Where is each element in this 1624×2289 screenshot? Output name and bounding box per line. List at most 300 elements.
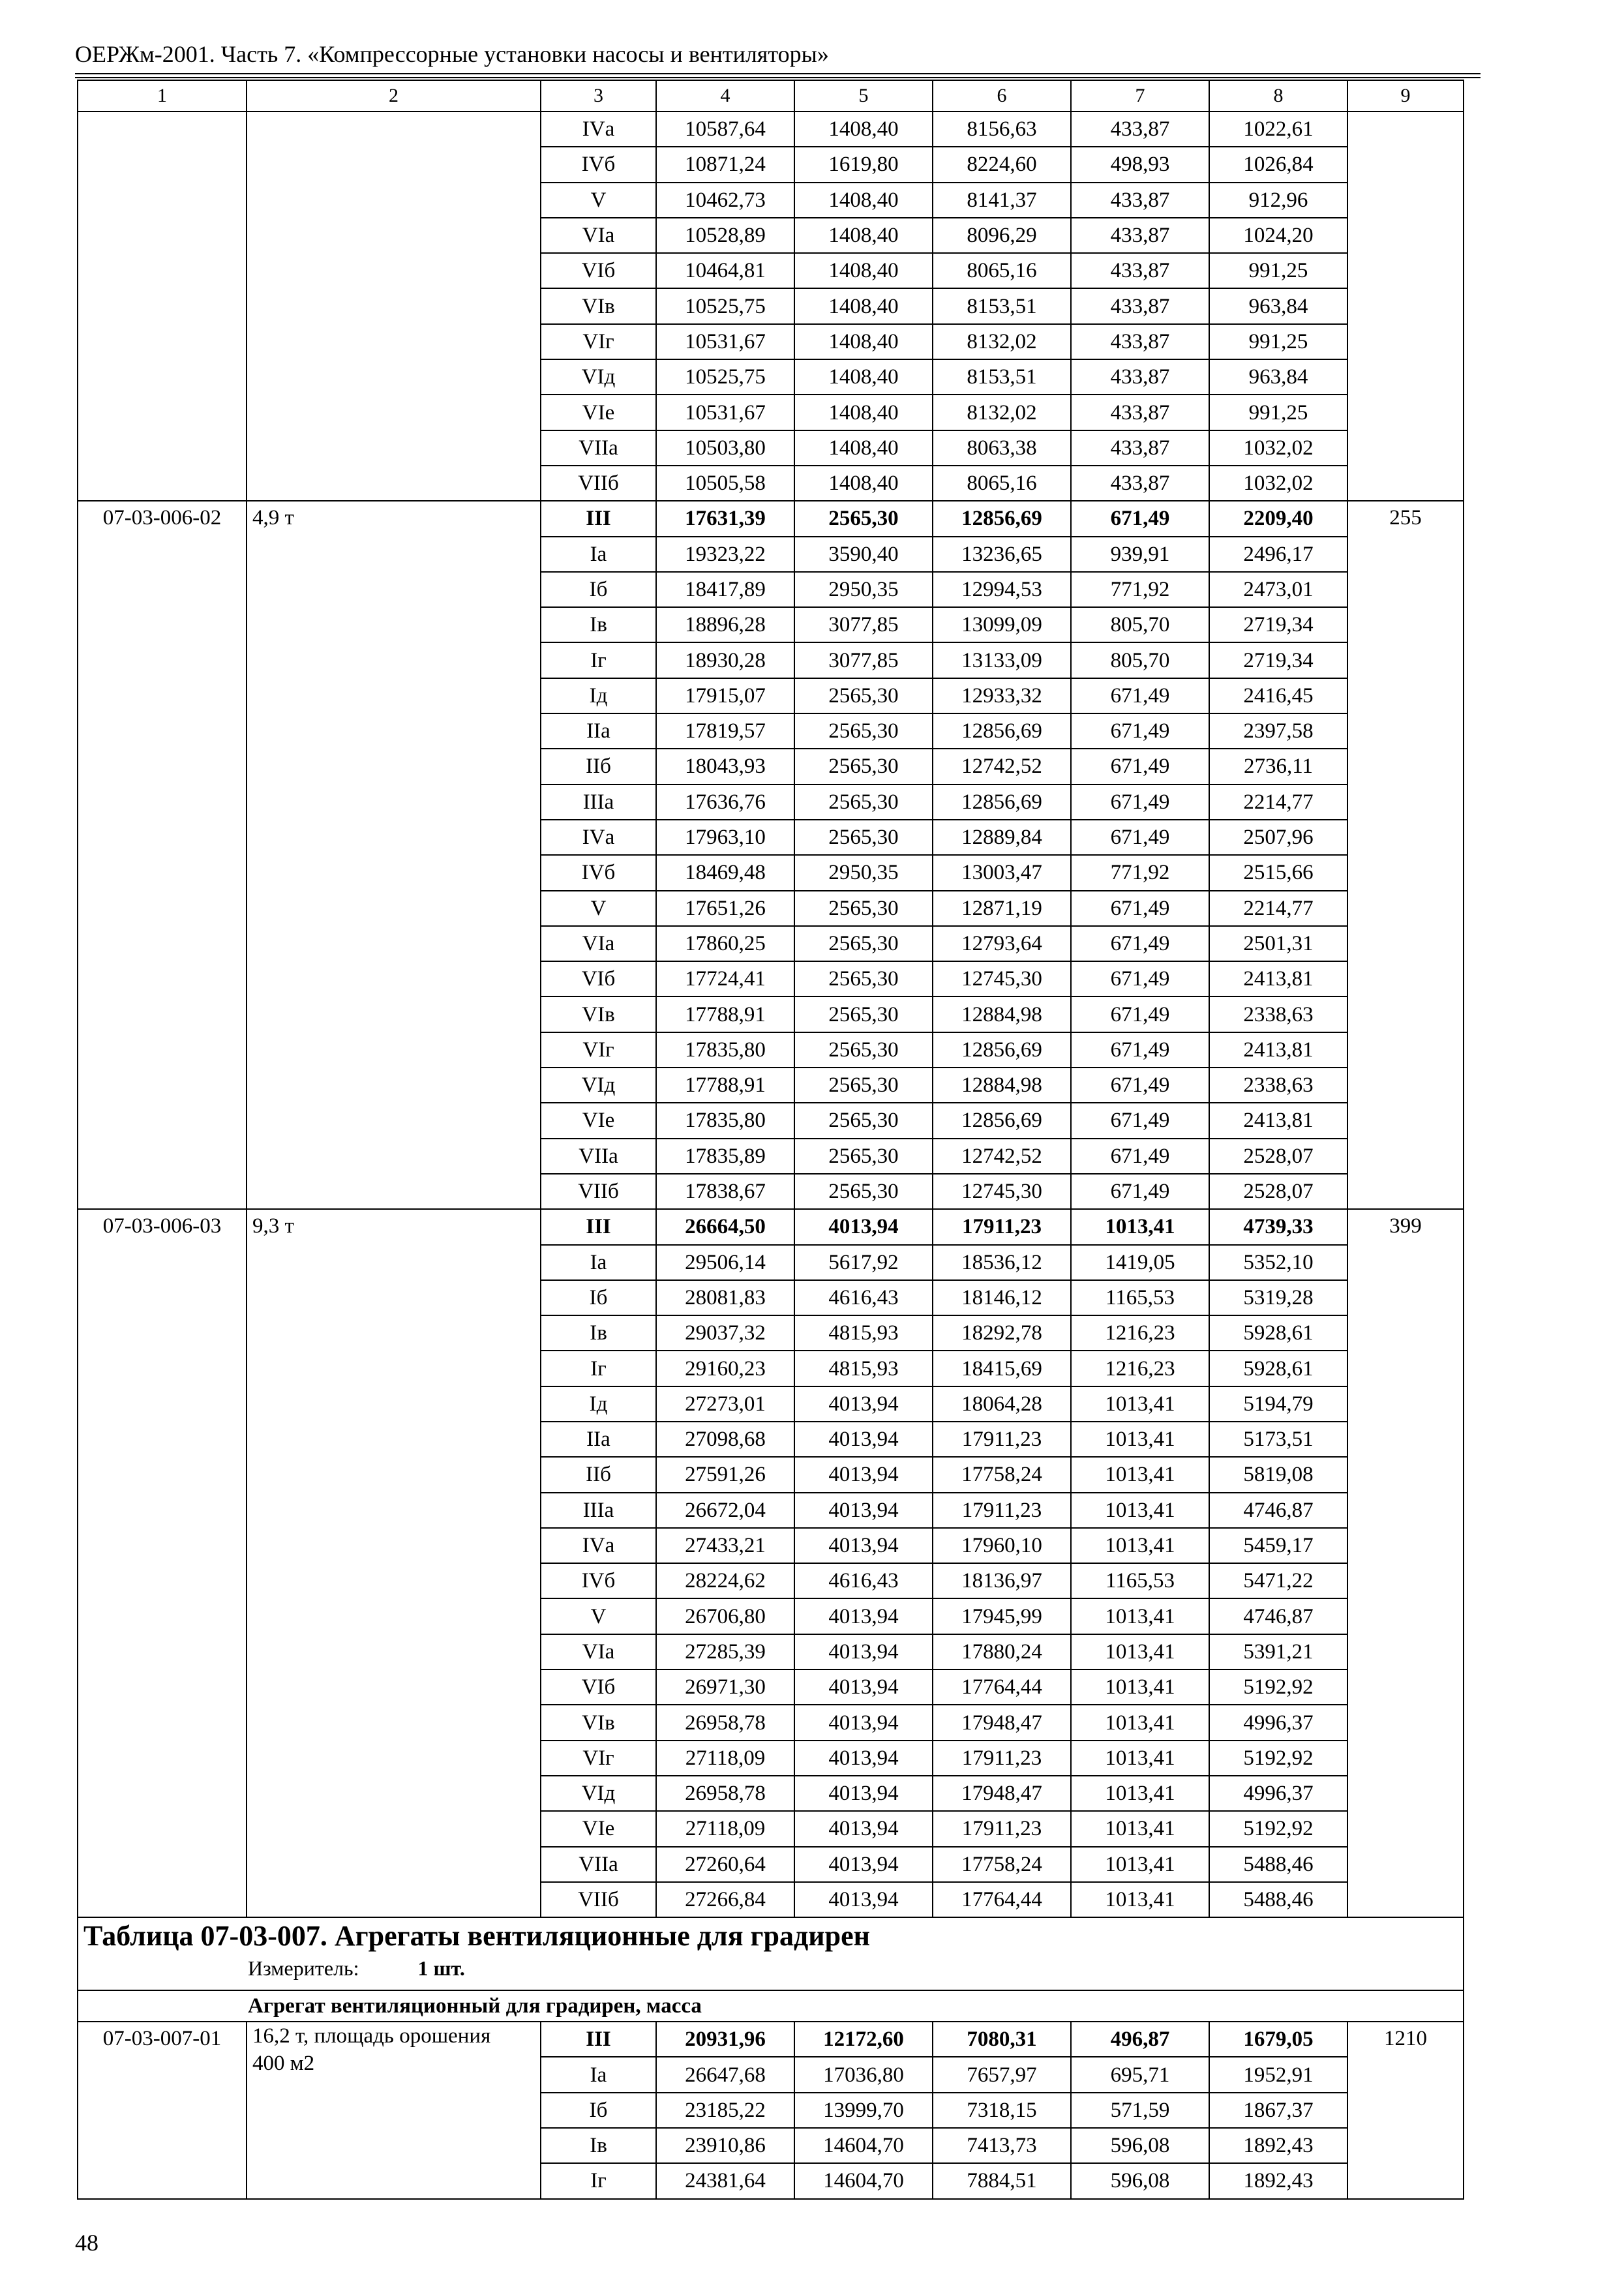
value-cell: 26664,50 bbox=[656, 1209, 794, 1244]
zone-cell: VIб bbox=[541, 961, 656, 996]
value-cell: 1013,41 bbox=[1071, 1669, 1209, 1705]
value-cell: 771,92 bbox=[1071, 572, 1209, 607]
value-cell: 671,49 bbox=[1071, 749, 1209, 784]
value-cell: 8132,02 bbox=[933, 324, 1071, 359]
value-cell: 2565,30 bbox=[794, 996, 933, 1032]
value-cell: 18417,89 bbox=[656, 572, 794, 607]
value-cell: 1013,41 bbox=[1071, 1634, 1209, 1669]
group-title-row bbox=[78, 1990, 1464, 2022]
value-cell: 12856,69 bbox=[933, 501, 1071, 536]
zone-cell: VIе bbox=[541, 395, 656, 430]
value-cell: 1892,43 bbox=[1209, 2128, 1347, 2163]
zone-cell: VIIа bbox=[541, 1139, 656, 1174]
unit-label: Измеритель: bbox=[248, 1956, 359, 1981]
value-cell: 8065,16 bbox=[933, 253, 1071, 288]
value-cell: 12745,30 bbox=[933, 1174, 1071, 1209]
value-cell: 10531,67 bbox=[656, 395, 794, 430]
value-cell: 12856,69 bbox=[933, 1103, 1071, 1138]
value-cell: 4013,94 bbox=[794, 1457, 933, 1492]
zone-cell: Iб bbox=[541, 2093, 656, 2128]
value-cell: 4739,33 bbox=[1209, 1209, 1347, 1244]
value-cell: 8224,60 bbox=[933, 147, 1071, 182]
value-cell: 13133,09 bbox=[933, 642, 1071, 678]
value-cell: 2528,07 bbox=[1209, 1139, 1347, 1174]
zone-cell: Iд bbox=[541, 1386, 656, 1422]
zone-cell: IIIа bbox=[541, 1493, 656, 1528]
header-rule bbox=[75, 77, 1481, 78]
value-cell: 671,49 bbox=[1071, 1139, 1209, 1174]
value-cell: 17819,57 bbox=[656, 713, 794, 749]
value-cell: 496,87 bbox=[1071, 2022, 1209, 2057]
value-cell: 671,49 bbox=[1071, 713, 1209, 749]
zone-cell: IIб bbox=[541, 1457, 656, 1492]
value-cell: 7413,73 bbox=[933, 2128, 1071, 2163]
value-cell: 5617,92 bbox=[794, 1245, 933, 1280]
value-cell: 2501,31 bbox=[1209, 926, 1347, 961]
column-number: 6 bbox=[933, 80, 1071, 112]
value-cell: 1216,23 bbox=[1071, 1351, 1209, 1386]
value-cell: 2565,30 bbox=[794, 1032, 933, 1068]
value-cell: 8153,51 bbox=[933, 288, 1071, 323]
value-cell: 27266,84 bbox=[656, 1882, 794, 1917]
zone-cell: III bbox=[541, 1209, 656, 1244]
zone-cell: Iд bbox=[541, 678, 656, 713]
value-cell: 4013,94 bbox=[794, 1705, 933, 1740]
value-cell: 671,49 bbox=[1071, 1068, 1209, 1103]
value-cell: 2507,96 bbox=[1209, 820, 1347, 855]
value-cell: 2950,35 bbox=[794, 572, 933, 607]
value-cell: 5192,92 bbox=[1209, 1669, 1347, 1705]
zone-cell: VIг bbox=[541, 1741, 656, 1776]
value-cell: 671,49 bbox=[1071, 501, 1209, 536]
value-cell: 7318,15 bbox=[933, 2093, 1071, 2128]
value-cell: 671,49 bbox=[1071, 1103, 1209, 1138]
value-cell: 4013,94 bbox=[794, 1598, 933, 1634]
value-cell: 7884,51 bbox=[933, 2163, 1071, 2198]
value-cell: 1892,43 bbox=[1209, 2163, 1347, 2198]
rate-code bbox=[78, 112, 247, 501]
value-cell: 433,87 bbox=[1071, 112, 1209, 147]
value-cell: 1013,41 bbox=[1071, 1598, 1209, 1634]
value-cell: 4013,94 bbox=[794, 1493, 933, 1528]
value-cell: 1679,05 bbox=[1209, 2022, 1347, 2057]
value-cell: 18043,93 bbox=[656, 749, 794, 784]
value-cell: 3590,40 bbox=[794, 537, 933, 572]
rate-name: 16,2 т, площадь орошения 400 м2 bbox=[247, 2022, 541, 2198]
value-cell: 5173,51 bbox=[1209, 1422, 1347, 1457]
value-cell: 2565,30 bbox=[794, 926, 933, 961]
value-cell: 1408,40 bbox=[794, 359, 933, 395]
value-cell: 2565,30 bbox=[794, 891, 933, 926]
zone-cell: IIб bbox=[541, 749, 656, 784]
zone-cell: IIа bbox=[541, 1422, 656, 1457]
value-cell: 29160,23 bbox=[656, 1351, 794, 1386]
value-cell: 596,08 bbox=[1071, 2163, 1209, 2198]
value-cell: 23185,22 bbox=[656, 2093, 794, 2128]
value-cell: 4013,94 bbox=[794, 1386, 933, 1422]
value-cell: 2496,17 bbox=[1209, 537, 1347, 572]
zone-cell: IIа bbox=[541, 713, 656, 749]
value-cell: 2338,63 bbox=[1209, 996, 1347, 1032]
value-cell: 991,25 bbox=[1209, 324, 1347, 359]
value-cell: 12742,52 bbox=[933, 1139, 1071, 1174]
value-cell: 2413,81 bbox=[1209, 961, 1347, 996]
value-cell: 1026,84 bbox=[1209, 147, 1347, 182]
value-cell: 17911,23 bbox=[933, 1422, 1071, 1457]
value-cell: 18415,69 bbox=[933, 1351, 1071, 1386]
value-cell: 2565,30 bbox=[794, 501, 933, 536]
value-cell: 1408,40 bbox=[794, 218, 933, 253]
value-cell: 2565,30 bbox=[794, 785, 933, 820]
value-cell: 12884,98 bbox=[933, 1068, 1071, 1103]
value-cell: 12856,69 bbox=[933, 785, 1071, 820]
value-cell: 1408,40 bbox=[794, 324, 933, 359]
value-cell: 17948,47 bbox=[933, 1705, 1071, 1740]
value-cell: 2473,01 bbox=[1209, 572, 1347, 607]
value-cell: 5352,10 bbox=[1209, 1245, 1347, 1280]
value-cell: 1013,41 bbox=[1071, 1882, 1209, 1917]
value-cell: 17764,44 bbox=[933, 1669, 1071, 1705]
value-cell: 27260,64 bbox=[656, 1847, 794, 1882]
rate-name: 9,3 т bbox=[247, 1209, 541, 1917]
value-cell: 27591,26 bbox=[656, 1457, 794, 1492]
value-cell: 17860,25 bbox=[656, 926, 794, 961]
zone-cell: Iв bbox=[541, 1315, 656, 1351]
group-title: Агрегат вентиляционный для градирен, масса bbox=[248, 1994, 702, 2018]
zone-cell: Iв bbox=[541, 2128, 656, 2163]
value-cell: 5192,92 bbox=[1209, 1741, 1347, 1776]
zone-cell: VIа bbox=[541, 218, 656, 253]
value-cell: 4013,94 bbox=[794, 1209, 933, 1244]
rate-code: 07-03-006-03 bbox=[78, 1209, 247, 1917]
column-number: 9 bbox=[1347, 80, 1464, 112]
zone-cell: Iв bbox=[541, 607, 656, 642]
value-cell: 27273,01 bbox=[656, 1386, 794, 1422]
value-cell: 18469,48 bbox=[656, 855, 794, 890]
value-cell: 1408,40 bbox=[794, 183, 933, 218]
zone-cell: III bbox=[541, 501, 656, 536]
value-cell: 433,87 bbox=[1071, 183, 1209, 218]
value-cell: 17915,07 bbox=[656, 678, 794, 713]
value-cell: 433,87 bbox=[1071, 253, 1209, 288]
value-cell: 1013,41 bbox=[1071, 1528, 1209, 1563]
zone-cell: IVб bbox=[541, 1563, 656, 1598]
value-cell: 1013,41 bbox=[1071, 1847, 1209, 1882]
value-cell: 17911,23 bbox=[933, 1811, 1071, 1846]
value-cell: 2736,11 bbox=[1209, 749, 1347, 784]
value-cell: 1032,02 bbox=[1209, 430, 1347, 466]
value-cell: 1216,23 bbox=[1071, 1315, 1209, 1351]
value-cell: 2565,30 bbox=[794, 1174, 933, 1209]
value-cell: 4746,87 bbox=[1209, 1598, 1347, 1634]
value-cell: 18896,28 bbox=[656, 607, 794, 642]
zone-cell: V bbox=[541, 891, 656, 926]
zone-cell: VIв bbox=[541, 1705, 656, 1740]
zone-cell: Iб bbox=[541, 1280, 656, 1315]
extra-value bbox=[1347, 112, 1464, 501]
value-cell: 12856,69 bbox=[933, 1032, 1071, 1068]
column-number: 2 bbox=[247, 80, 541, 112]
value-cell: 671,49 bbox=[1071, 961, 1209, 996]
table-row bbox=[78, 1209, 1464, 1244]
column-number: 1 bbox=[78, 80, 247, 112]
column-number: 8 bbox=[1209, 80, 1347, 112]
value-cell: 671,49 bbox=[1071, 926, 1209, 961]
value-cell: 1408,40 bbox=[794, 253, 933, 288]
table-row bbox=[78, 112, 1464, 147]
value-cell: 8096,29 bbox=[933, 218, 1071, 253]
value-cell: 2565,30 bbox=[794, 820, 933, 855]
value-cell: 4616,43 bbox=[794, 1280, 933, 1315]
value-cell: 1024,20 bbox=[1209, 218, 1347, 253]
value-cell: 963,84 bbox=[1209, 288, 1347, 323]
value-cell: 805,70 bbox=[1071, 642, 1209, 678]
value-cell: 1013,41 bbox=[1071, 1386, 1209, 1422]
value-cell: 10871,24 bbox=[656, 147, 794, 182]
value-cell: 17880,24 bbox=[933, 1634, 1071, 1669]
value-cell: 17945,99 bbox=[933, 1598, 1071, 1634]
value-cell: 2338,63 bbox=[1209, 1068, 1347, 1103]
zone-cell: IVа bbox=[541, 1528, 656, 1563]
value-cell: 10528,89 bbox=[656, 218, 794, 253]
zone-cell: VIд bbox=[541, 359, 656, 395]
value-cell: 12745,30 bbox=[933, 961, 1071, 996]
value-cell: 4013,94 bbox=[794, 1528, 933, 1563]
value-cell: 2413,81 bbox=[1209, 1032, 1347, 1068]
page-header: ОЕРЖм-2001. Часть 7. «Компрессорные установки насосы и вентиляторы» bbox=[75, 41, 829, 67]
value-cell: 571,59 bbox=[1071, 2093, 1209, 2128]
value-cell: 671,49 bbox=[1071, 891, 1209, 926]
zone-cell: VIа bbox=[541, 1634, 656, 1669]
value-cell: 2565,30 bbox=[794, 961, 933, 996]
zone-cell: VIа bbox=[541, 926, 656, 961]
value-cell: 5928,61 bbox=[1209, 1351, 1347, 1386]
value-cell: 29506,14 bbox=[656, 1245, 794, 1280]
value-cell: 10505,58 bbox=[656, 466, 794, 501]
value-cell: 1408,40 bbox=[794, 395, 933, 430]
value-cell: 1408,40 bbox=[794, 430, 933, 466]
page-number: 48 bbox=[75, 2230, 98, 2256]
value-cell: 12856,69 bbox=[933, 713, 1071, 749]
value-cell: 671,49 bbox=[1071, 1032, 1209, 1068]
value-cell: 27285,39 bbox=[656, 1634, 794, 1669]
value-cell: 1867,37 bbox=[1209, 2093, 1347, 2128]
value-cell: 2565,30 bbox=[794, 749, 933, 784]
column-number-row bbox=[78, 80, 1464, 112]
value-cell: 8141,37 bbox=[933, 183, 1071, 218]
value-cell: 963,84 bbox=[1209, 359, 1347, 395]
value-cell: 1032,02 bbox=[1209, 466, 1347, 501]
value-cell: 4013,94 bbox=[794, 1811, 933, 1846]
value-cell: 13003,47 bbox=[933, 855, 1071, 890]
value-cell: 10587,64 bbox=[656, 112, 794, 147]
value-cell: 671,49 bbox=[1071, 820, 1209, 855]
value-cell: 28081,83 bbox=[656, 1280, 794, 1315]
value-cell: 1013,41 bbox=[1071, 1457, 1209, 1492]
value-cell: 1013,41 bbox=[1071, 1209, 1209, 1244]
value-cell: 17911,23 bbox=[933, 1209, 1071, 1244]
value-cell: 433,87 bbox=[1071, 466, 1209, 501]
value-cell: 12933,32 bbox=[933, 678, 1071, 713]
value-cell: 5391,21 bbox=[1209, 1634, 1347, 1669]
column-number: 7 bbox=[1071, 80, 1209, 112]
value-cell: 1013,41 bbox=[1071, 1776, 1209, 1811]
value-cell: 24381,64 bbox=[656, 2163, 794, 2198]
value-cell: 433,87 bbox=[1071, 359, 1209, 395]
zone-cell: Iа bbox=[541, 2057, 656, 2092]
value-cell: 5928,61 bbox=[1209, 1315, 1347, 1351]
rate-code: 07-03-007-01 bbox=[78, 2022, 247, 2198]
value-cell: 1952,91 bbox=[1209, 2057, 1347, 2092]
unit-row bbox=[78, 1952, 1463, 1984]
zone-cell: Iг bbox=[541, 2163, 656, 2198]
rate-code: 07-03-006-02 bbox=[78, 501, 247, 1209]
table-row bbox=[78, 2022, 1464, 2057]
table-title-row bbox=[78, 1917, 1464, 1990]
value-cell: 12172,60 bbox=[794, 2022, 933, 2057]
zone-cell: VIIб bbox=[541, 466, 656, 501]
value-cell: 7657,97 bbox=[933, 2057, 1071, 2092]
value-cell: 19323,22 bbox=[656, 537, 794, 572]
value-cell: 1408,40 bbox=[794, 288, 933, 323]
value-cell: 17911,23 bbox=[933, 1493, 1071, 1528]
value-cell: 12871,19 bbox=[933, 891, 1071, 926]
value-cell: 10462,73 bbox=[656, 183, 794, 218]
value-cell: 17764,44 bbox=[933, 1882, 1071, 1917]
value-cell: 17911,23 bbox=[933, 1741, 1071, 1776]
zone-cell: Iг bbox=[541, 1351, 656, 1386]
value-cell: 671,49 bbox=[1071, 678, 1209, 713]
zone-cell: VIе bbox=[541, 1811, 656, 1846]
value-cell: 5819,08 bbox=[1209, 1457, 1347, 1492]
value-cell: 17631,39 bbox=[656, 501, 794, 536]
zone-cell: VIе bbox=[541, 1103, 656, 1138]
value-cell: 8132,02 bbox=[933, 395, 1071, 430]
zone-cell: Iа bbox=[541, 1245, 656, 1280]
value-cell: 433,87 bbox=[1071, 430, 1209, 466]
value-cell: 17788,91 bbox=[656, 1068, 794, 1103]
zone-cell: VIIа bbox=[541, 1847, 656, 1882]
value-cell: 671,49 bbox=[1071, 1174, 1209, 1209]
value-cell: 14604,70 bbox=[794, 2163, 933, 2198]
value-cell: 17835,80 bbox=[656, 1103, 794, 1138]
extra-value: 1210 bbox=[1347, 2022, 1464, 2198]
value-cell: 2413,81 bbox=[1209, 1103, 1347, 1138]
value-cell: 2719,34 bbox=[1209, 642, 1347, 678]
value-cell: 3077,85 bbox=[794, 642, 933, 678]
value-cell: 498,93 bbox=[1071, 147, 1209, 182]
value-cell: 27118,09 bbox=[656, 1811, 794, 1846]
value-cell: 18292,78 bbox=[933, 1315, 1071, 1351]
value-cell: 2416,45 bbox=[1209, 678, 1347, 713]
zone-cell: III bbox=[541, 2022, 656, 2057]
value-cell: 17960,10 bbox=[933, 1528, 1071, 1563]
value-cell: 433,87 bbox=[1071, 218, 1209, 253]
value-cell: 17788,91 bbox=[656, 996, 794, 1032]
value-cell: 12742,52 bbox=[933, 749, 1071, 784]
value-cell: 671,49 bbox=[1071, 996, 1209, 1032]
zone-cell: VIд bbox=[541, 1776, 656, 1811]
zone-cell: VIг bbox=[541, 324, 656, 359]
rate-name bbox=[247, 112, 541, 501]
value-cell: 4996,37 bbox=[1209, 1705, 1347, 1740]
value-cell: 8065,16 bbox=[933, 466, 1071, 501]
zone-cell: VIв bbox=[541, 288, 656, 323]
value-cell: 17636,76 bbox=[656, 785, 794, 820]
value-cell: 1619,80 bbox=[794, 147, 933, 182]
value-cell: 12994,53 bbox=[933, 572, 1071, 607]
unit-value: 1 шт. bbox=[417, 1956, 465, 1981]
value-cell: 2565,30 bbox=[794, 1103, 933, 1138]
zone-cell: IVа bbox=[541, 820, 656, 855]
value-cell: 433,87 bbox=[1071, 324, 1209, 359]
value-cell: 8153,51 bbox=[933, 359, 1071, 395]
value-cell: 27433,21 bbox=[656, 1528, 794, 1563]
value-cell: 4815,93 bbox=[794, 1315, 933, 1351]
value-cell: 4746,87 bbox=[1209, 1493, 1347, 1528]
rate-name: 4,9 т bbox=[247, 501, 541, 1209]
value-cell: 17651,26 bbox=[656, 891, 794, 926]
value-cell: 4013,94 bbox=[794, 1776, 933, 1811]
zone-cell: Iа bbox=[541, 537, 656, 572]
value-cell: 26672,04 bbox=[656, 1493, 794, 1528]
value-cell: 10503,80 bbox=[656, 430, 794, 466]
zone-cell: VIг bbox=[541, 1032, 656, 1068]
value-cell: 5194,79 bbox=[1209, 1386, 1347, 1422]
value-cell: 10525,75 bbox=[656, 288, 794, 323]
zone-cell: IVа bbox=[541, 112, 656, 147]
value-cell: 1013,41 bbox=[1071, 1705, 1209, 1740]
header-rule bbox=[75, 73, 1481, 74]
value-cell: 4616,43 bbox=[794, 1563, 933, 1598]
value-cell: 18536,12 bbox=[933, 1245, 1071, 1280]
value-cell: 1419,05 bbox=[1071, 1245, 1209, 1280]
value-cell: 17758,24 bbox=[933, 1457, 1071, 1492]
value-cell: 13236,65 bbox=[933, 537, 1071, 572]
value-cell: 13999,70 bbox=[794, 2093, 933, 2128]
value-cell: 1408,40 bbox=[794, 112, 933, 147]
value-cell: 18930,28 bbox=[656, 642, 794, 678]
value-cell: 7080,31 bbox=[933, 2022, 1071, 2057]
value-cell: 2397,58 bbox=[1209, 713, 1347, 749]
value-cell: 771,92 bbox=[1071, 855, 1209, 890]
value-cell: 1165,53 bbox=[1071, 1563, 1209, 1598]
value-cell: 1013,41 bbox=[1071, 1493, 1209, 1528]
zone-cell: V bbox=[541, 183, 656, 218]
value-cell: 5192,92 bbox=[1209, 1811, 1347, 1846]
value-cell: 27118,09 bbox=[656, 1741, 794, 1776]
value-cell: 4815,93 bbox=[794, 1351, 933, 1386]
zone-cell: VIд bbox=[541, 1068, 656, 1103]
zone-cell: VIIб bbox=[541, 1882, 656, 1917]
value-cell: 805,70 bbox=[1071, 607, 1209, 642]
zone-cell: VIб bbox=[541, 253, 656, 288]
value-cell: 17835,89 bbox=[656, 1139, 794, 1174]
zone-cell: Iб bbox=[541, 572, 656, 607]
zone-cell: Iг bbox=[541, 642, 656, 678]
value-cell: 2565,30 bbox=[794, 1139, 933, 1174]
value-cell: 695,71 bbox=[1071, 2057, 1209, 2092]
zone-cell: VIб bbox=[541, 1669, 656, 1705]
zone-cell: IIIа bbox=[541, 785, 656, 820]
value-cell: 2515,66 bbox=[1209, 855, 1347, 890]
value-cell: 433,87 bbox=[1071, 288, 1209, 323]
value-cell: 8156,63 bbox=[933, 112, 1071, 147]
value-cell: 4013,94 bbox=[794, 1847, 933, 1882]
zone-cell: V bbox=[541, 1598, 656, 1634]
value-cell: 671,49 bbox=[1071, 785, 1209, 820]
value-cell: 12884,98 bbox=[933, 996, 1071, 1032]
